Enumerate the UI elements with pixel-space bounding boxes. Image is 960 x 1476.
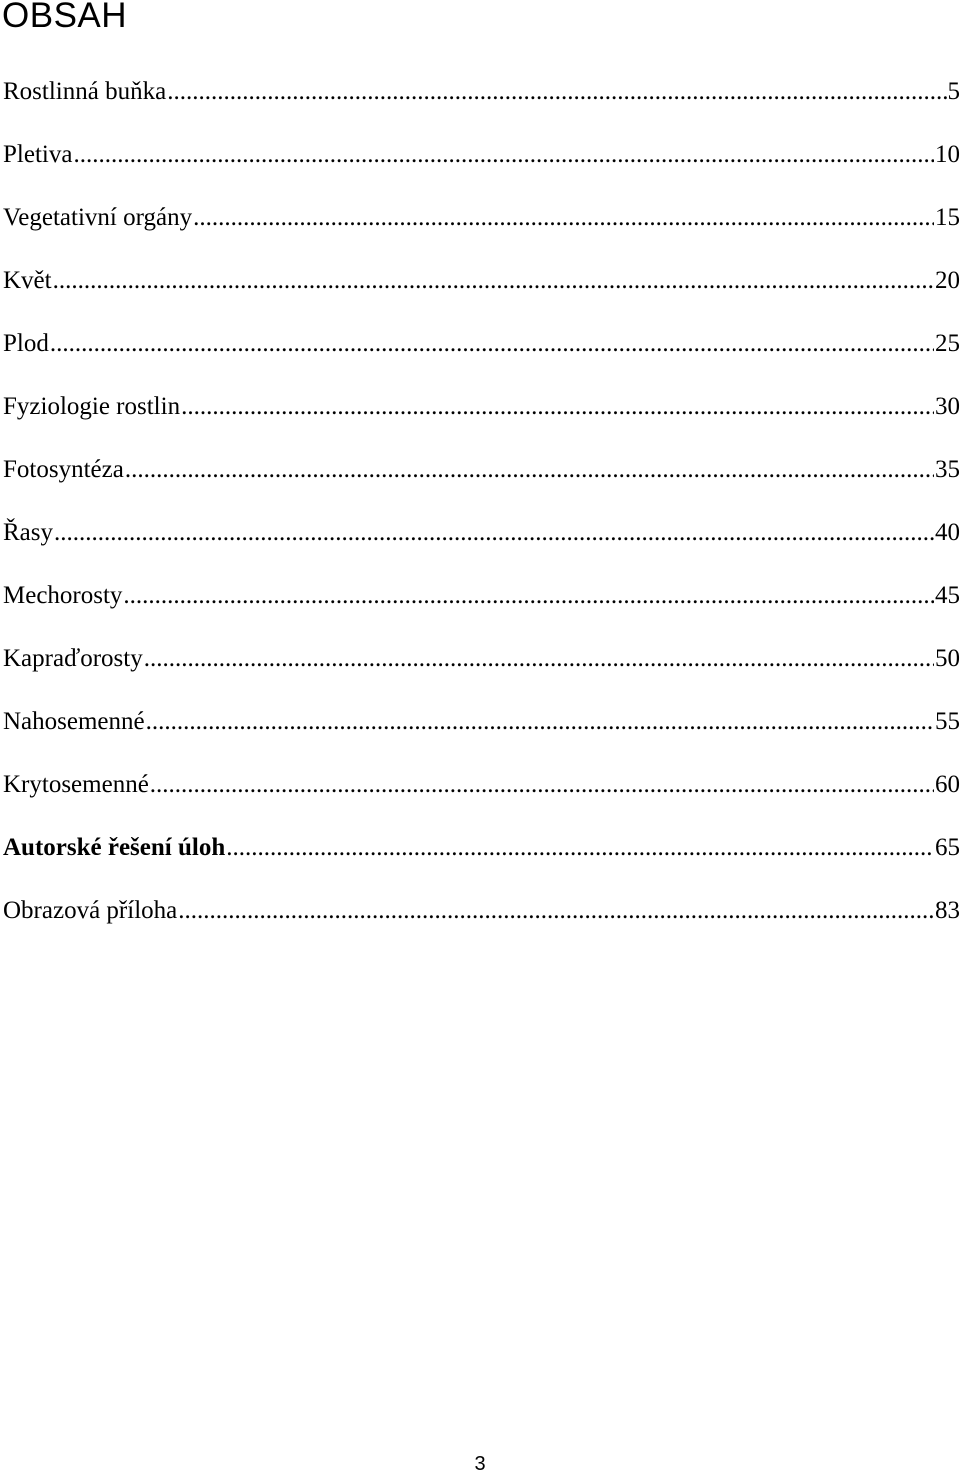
toc-entry[interactable] — [3, 637, 960, 700]
toc-dot-leader — [181, 385, 934, 429]
toc-entry-page: 45 — [935, 582, 960, 609]
toc-entry-title: Rostlinná buňka — [3, 78, 167, 105]
toc-entry-page: 10 — [935, 141, 960, 168]
toc-entry[interactable] — [3, 70, 960, 133]
toc-entry-page: 60 — [935, 771, 960, 798]
toc-entry[interactable] — [3, 259, 960, 322]
toc-dot-leader — [73, 133, 934, 177]
toc-entry-page: 15 — [935, 204, 960, 231]
toc-entry-page: 65 — [935, 834, 960, 861]
toc-entry[interactable] — [3, 196, 960, 259]
table-of-contents — [3, 70, 960, 952]
toc-entry-page: 35 — [935, 456, 960, 483]
toc-entry-title: Autorské řešení úloh — [3, 834, 226, 861]
toc-dot-leader — [123, 574, 934, 618]
toc-entry[interactable] — [3, 889, 960, 952]
toc-entry-page: 20 — [935, 267, 960, 294]
toc-entry-page: 55 — [935, 708, 960, 735]
toc-entry[interactable] — [3, 511, 960, 574]
toc-entry-page: 5 — [947, 78, 960, 105]
toc-entry-title: Mechorosty — [3, 582, 123, 609]
toc-heading: OBSAH — [2, 0, 128, 35]
toc-entry-title: Fyziologie rostlin — [3, 393, 181, 420]
toc-dot-leader — [178, 889, 934, 933]
toc-entry-page: 25 — [935, 330, 960, 357]
toc-dot-leader — [150, 763, 934, 807]
toc-dot-leader — [144, 637, 934, 681]
toc-entry-title: Řasy — [3, 519, 53, 546]
toc-dot-leader — [50, 322, 934, 366]
toc-entry-title: Květ — [3, 267, 52, 294]
toc-entry-title: Obrazová příloha — [3, 897, 178, 924]
toc-dot-leader — [226, 826, 934, 870]
toc-entry-page: 83 — [935, 897, 960, 924]
toc-entry-page: 30 — [935, 393, 960, 420]
page-number: 3 — [474, 1453, 486, 1475]
toc-entry-title: Nahosemenné — [3, 708, 145, 735]
toc-entry-title: Fotosyntéza — [3, 456, 124, 483]
toc-entry[interactable] — [3, 826, 960, 889]
toc-dot-leader — [54, 511, 934, 555]
toc-entry[interactable] — [3, 133, 960, 196]
toc-entry-page: 40 — [935, 519, 960, 546]
toc-entry[interactable] — [3, 763, 960, 826]
toc-entry[interactable] — [3, 574, 960, 637]
toc-entry-title: Vegetativní orgány — [3, 204, 193, 231]
toc-dot-leader — [53, 259, 934, 303]
toc-entry[interactable] — [3, 322, 960, 385]
toc-entry-title: Kapraďorosty — [3, 645, 143, 672]
toc-entry[interactable] — [3, 700, 960, 763]
toc-dot-leader — [146, 700, 934, 744]
toc-entry-page: 50 — [935, 645, 960, 672]
toc-dot-leader — [167, 70, 946, 114]
toc-dot-leader — [125, 448, 934, 492]
toc-entry-title: Krytosemenné — [3, 771, 149, 798]
toc-entry[interactable] — [3, 385, 960, 448]
toc-entry[interactable] — [3, 448, 960, 511]
toc-dot-leader — [193, 196, 934, 240]
toc-entry-title: Pletiva — [3, 141, 73, 168]
toc-entry-title: Plod — [3, 330, 49, 357]
